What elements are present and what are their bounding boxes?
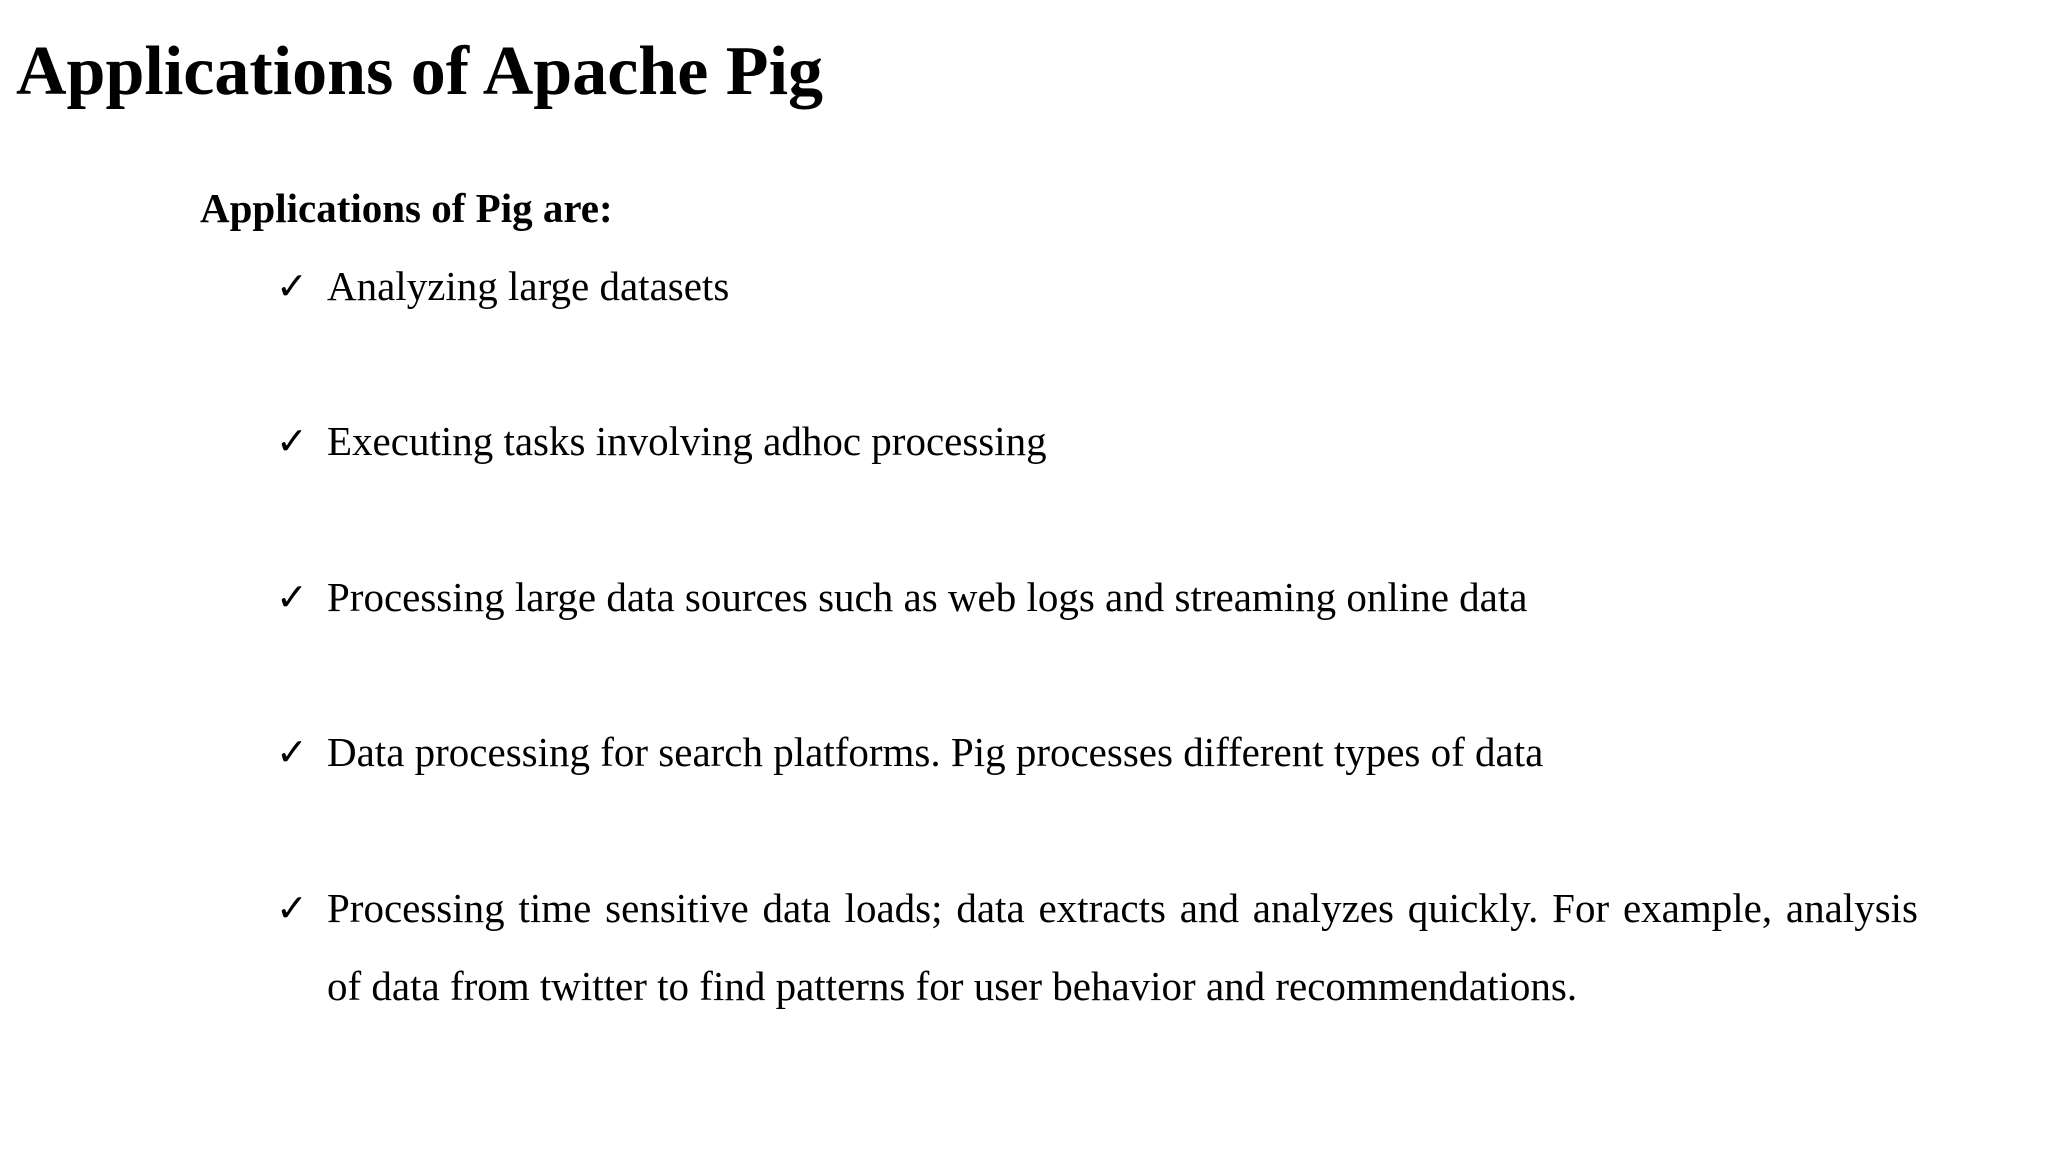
check-icon: ✓: [276, 419, 308, 463]
list-item: [276, 402, 1918, 480]
list-item: [276, 713, 1918, 791]
list-item: [276, 869, 1918, 1025]
check-icon: ✓: [276, 575, 308, 619]
list-item-text: Processing large data sources such as web logs and streaming online data: [327, 574, 1528, 620]
list-item: [276, 558, 1918, 636]
check-icon: ✓: [276, 264, 308, 308]
slide-title: Applications of Apache Pig: [16, 33, 824, 110]
list-item-text: Executing tasks involving adhoc processing: [327, 418, 1047, 464]
check-icon: ✓: [276, 886, 308, 930]
list-item-text: Processing time sensitive data loads; data extracts and analyzes quickly. For example, analysis of data from twitter to find patterns for user behavior and recommendations.: [327, 885, 1918, 1009]
list-item: [276, 247, 1918, 325]
list-item-text: Analyzing large datasets: [327, 263, 730, 309]
list-item-text: Data processing for search platforms. Pig processes different types of data: [327, 729, 1544, 775]
check-icon: ✓: [276, 730, 308, 774]
section-subheading: Applications of Pig are:: [200, 185, 613, 231]
